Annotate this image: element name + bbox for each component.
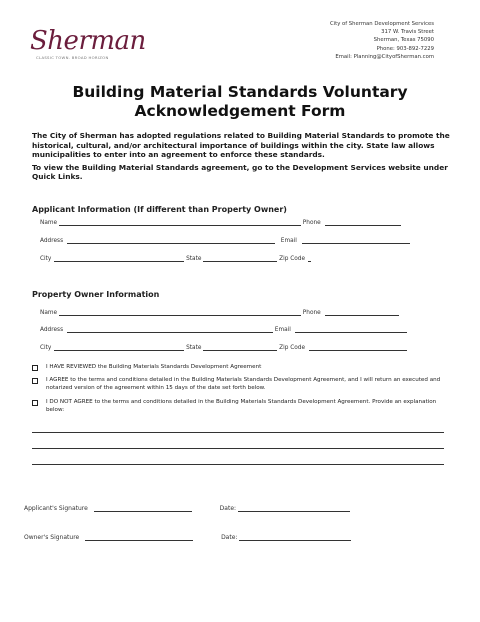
logo-tagline: CLASSIC TOWN. BROAD HORIZON [36,55,109,60]
applicant-signature-label: Applicant's Signature [24,505,88,512]
checkbox-agree-label: I AGREE to the terms and conditions detailed in the Building Materials Standards Development Agreement, and I will return an executed and notarized version of the agreement within 15 days of the date set forth below. [46,377,441,391]
contact-block [330,20,434,61]
applicant-signature-field[interactable] [94,504,192,512]
applicant-phone-label: Phone [302,220,321,226]
contact-city: Sherman, Texas 75090 [373,37,434,44]
owner-city-label: City [40,345,52,351]
applicant-date-field[interactable] [238,504,350,512]
applicant-name-field[interactable] [59,218,301,226]
checkbox-reviewed-label: I HAVE REVIEWED the Building Materials Standards Development Agreement [46,364,262,370]
applicant-city-label: City [40,256,52,262]
applicant-zip-label: Zip Code [279,256,306,262]
owner-city-row [40,343,407,353]
owner-state-field[interactable] [203,343,277,351]
owner-zip-field[interactable] [309,343,407,351]
applicant-date-label: Date: [219,505,237,512]
owner-city-field[interactable] [54,343,184,351]
owner-signature-label: Owner's Signature [24,534,80,541]
checkbox-reviewed-box[interactable] [32,365,38,371]
applicant-city-row [40,254,311,264]
intro-text [32,131,450,185]
owner-name-label: Name [40,310,58,316]
owner-phone-label: Phone [302,310,321,316]
logo-wordmark: Sherman [30,26,146,56]
owner-phone-field[interactable] [325,308,399,316]
owner-name-row [40,308,399,318]
contact-email[interactable]: Email: Planning@CityofSherman.com [335,53,434,60]
owner-signature-field[interactable] [85,533,193,541]
owner-address-row [40,325,407,335]
explanation-line-3[interactable] [32,464,444,465]
applicant-section-heading: Applicant Information (If different than Property Owner) [32,205,287,214]
intro-paragraph-1: The City of Sherman has adopted regulations related to Building Material Standards to promote the historical, cultural, and/or architectural importance of buildings within the city. State law allows municipalities to enter into an agreement to enforce these standards. [32,131,450,160]
contact-org: City of Sherman Development Services [329,21,434,27]
checkbox-agree-box[interactable] [32,378,38,384]
intro-paragraph-2: To view the Building Material Standards agreement, go to the Development Services website under Quick Links. [32,162,448,182]
applicant-address-label: Address [40,238,64,244]
contact-street: 317 W. Travis Street [381,29,434,36]
applicant-state-field[interactable] [203,254,277,262]
applicant-name-label: Name [40,220,58,226]
explanation-line-2[interactable] [32,448,444,449]
title-line-2: Acknowledgement Form [134,102,346,120]
explanation-line-1[interactable] [32,432,444,433]
owner-email-label: Email [274,327,291,333]
city-logo [30,26,146,62]
owner-zip-label: Zip Code [279,345,306,351]
applicant-address-row [40,236,410,246]
owner-address-label: Address [40,327,64,333]
owner-section-heading: Property Owner Information [32,290,160,299]
applicant-email-field[interactable] [302,236,410,244]
owner-email-field[interactable] [295,325,407,333]
applicant-phone-field[interactable] [325,218,401,226]
owner-date-label: Date: [221,534,238,541]
applicant-zip-field[interactable] [308,254,311,262]
title-line-1: Building Material Standards Voluntary [72,83,408,101]
owner-date-field[interactable] [239,533,351,541]
owner-address-field[interactable] [67,325,273,333]
owner-name-field[interactable] [59,308,301,316]
checkbox-disagree-label: I DO NOT AGREE to the terms and conditions detailed in the Building Materials Standards Development Agreement. Provide an explanation below: [46,399,437,413]
applicant-email-label: Email [280,238,297,244]
applicant-state-label: State [186,256,202,262]
applicant-signature-row [24,504,350,512]
applicant-city-field[interactable] [54,254,184,262]
contact-phone: Phone: 903-892-7229 [376,45,434,52]
checkbox-disagree-box[interactable] [32,400,38,406]
page-title [0,83,480,121]
owner-signature-row [24,533,351,541]
owner-state-label: State [186,345,202,351]
applicant-address-field[interactable] [67,236,275,244]
applicant-name-row [40,218,401,228]
